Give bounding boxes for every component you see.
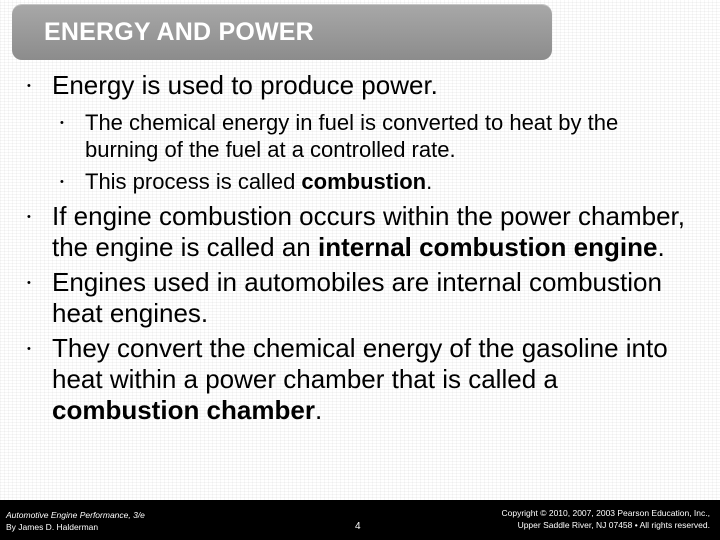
bullet-item <box>0 333 697 426</box>
slide-title: ENERGY AND POWER <box>44 18 314 46</box>
author-line: By James D. Halderman <box>6 522 99 532</box>
bullet-item <box>0 267 697 329</box>
bullet-text: Energy is used to produce power. <box>52 70 438 100</box>
bullet-item <box>0 70 697 101</box>
copyright-notice <box>501 507 710 531</box>
bullet-text: . <box>657 232 665 262</box>
bullet-dot-icon: • <box>60 176 64 188</box>
title-bar <box>12 4 552 60</box>
footer-credit <box>6 509 145 533</box>
bullet-text: If engine combustion occurs within the power chamber, the engine is called an <box>52 201 686 262</box>
copyright-line: Upper Saddle River, NJ 07458 • All rights reserved. <box>517 520 710 530</box>
bullet-dot-icon: • <box>27 80 31 92</box>
bullet-list <box>0 70 700 426</box>
bullet-dot-icon: • <box>27 277 31 289</box>
bullet-text: They convert the chemical energy of the gasoline into heat within a power chamber that is called a <box>52 333 668 394</box>
bullet-text: Engines used in automobiles are internal combustion heat engines. <box>52 267 662 328</box>
page-number: 4 <box>355 521 361 532</box>
bullet-text: . <box>314 395 323 425</box>
bullet-item <box>0 201 697 263</box>
book-title: Automotive Engine Performance, 3/e <box>6 510 145 520</box>
bullet-dot-icon: • <box>27 211 31 223</box>
sub-bullet-item <box>0 109 685 163</box>
copyright-line: Copyright © 2010, 2007, 2003 Pearson Education, Inc., <box>501 508 710 518</box>
footer-bar <box>0 500 720 540</box>
emphasis-term: internal combustion engine <box>317 232 658 262</box>
sub-bullet-text: The chemical energy in fuel is converted to heat by the burning of the fuel at a controlled rate. <box>85 110 619 162</box>
emphasis-term: combustion <box>301 169 427 194</box>
sub-bullet-text: This process is called <box>85 169 302 194</box>
bullet-dot-icon: • <box>27 343 31 355</box>
sub-bullet-text: . <box>426 169 433 194</box>
emphasis-term: combustion chamber <box>52 395 315 425</box>
sub-bullet-item <box>0 168 685 195</box>
bullet-dot-icon: • <box>60 117 64 129</box>
